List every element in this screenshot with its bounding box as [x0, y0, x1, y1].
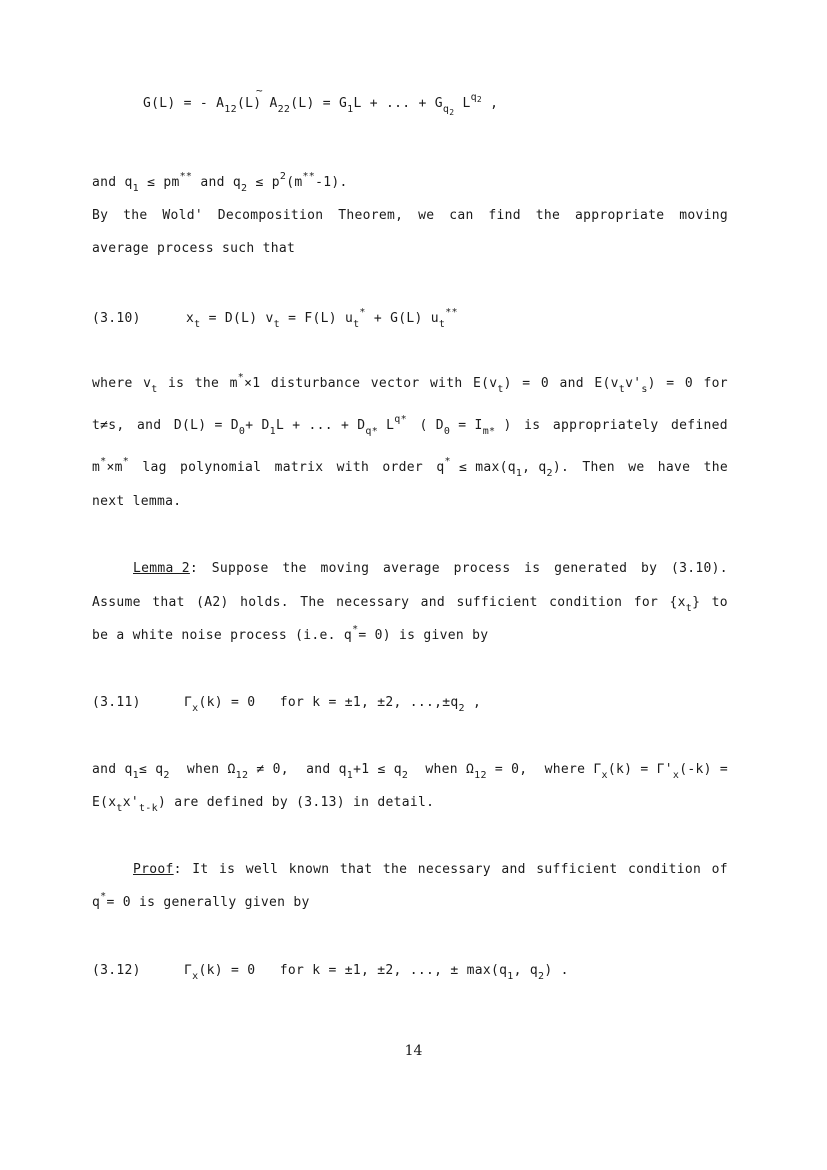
- equation-3-12: $\Gamma_x(k) = 0$ for k = ±1, ±2, ..., ± $\max(q_1$, $q_2$) .: [184, 963, 569, 982]
- lemma-2-label: Lemma 2: [133, 561, 190, 576]
- lemma-2-line-2: Assume that (A2) holds. The necessary and sufficient condition for $\{x_t\}$ to: [92, 595, 728, 614]
- paragraph-where-line-2: t≠s, and $D(L) = D_0+ D_1L$ + ... + $D_{q*}$ $L^{q*}$ ( $D_0 = I_{m*}$ ) is appropriately defined: [92, 414, 728, 437]
- proof-label: Proof: [133, 862, 174, 877]
- paragraph-and-q1-line-1: and $q_1\le q_2$ when $\Omega_{12} \ne 0$, and $q_1+1 \le q_2$ when $\Omega_{12} = 0$, where $\Gamma_x(k) = \Gamma'_x(-k)$ =: [92, 762, 728, 781]
- tilde-accent: ~: [256, 84, 263, 97]
- paragraph-and-q1-line-2: $E(x_tx'_{t-k})$ are defined by (3.13) in detail.: [92, 795, 435, 814]
- proof-line-1: Proof: It is well known that the necessary and sufficient condition of: [133, 862, 728, 877]
- equation-label-3-12: (3.12): [92, 963, 141, 978]
- equation-3-10: $x_t = D(L) v_t = F(L) u_t^* + G(L)$ $u_t^{**}$: [186, 307, 458, 330]
- paragraph-wold-line-1: By the Wold' Decomposition Theorem, we can find the appropriate moving: [92, 208, 728, 223]
- paragraph-where-line-3: m*×m* lag polynomial matrix with order $q^* \le \max(q_1$, $q_2$). Then we have the: [92, 456, 728, 479]
- paragraph-wold-line-2: average process such that: [92, 241, 296, 256]
- paragraph-where-line-4: next lemma.: [92, 494, 182, 509]
- q-bounds-line: and $q_1 \le pm^{**}$ and $q_2 \le p^2(m^{**}-1)$.: [92, 171, 348, 194]
- equation-3-11: $\Gamma_x(k) = 0$ for k = ±1, ±2, $...,\pm q_2$ ,: [184, 695, 482, 714]
- equation-label-3-10: (3.10): [92, 311, 141, 326]
- proof-line-2: q*= 0 is generally given by: [92, 891, 310, 910]
- page-number: 14: [404, 1043, 423, 1059]
- lemma-2-line-3: be a white noise process (i.e. q*= 0) is given by: [92, 624, 489, 643]
- lemma-2-line-1: Lemma 2: Suppose the moving average process is generated by (3.10).: [133, 561, 728, 576]
- equation-label-3-11: (3.11): [92, 695, 141, 710]
- paragraph-where-line-1: where $v_t$ is the m*×1 disturbance vector with $E(v_t)$ = 0 and $E(v_tv'_s)$ = 0 for: [92, 372, 728, 395]
- equation-g-of-l: G(L) = - $A_{12}(L) A_{22}(L) = G_1L$ + ... + $G_{q_2}$ $L^{q_2}$ ,: [143, 92, 499, 117]
